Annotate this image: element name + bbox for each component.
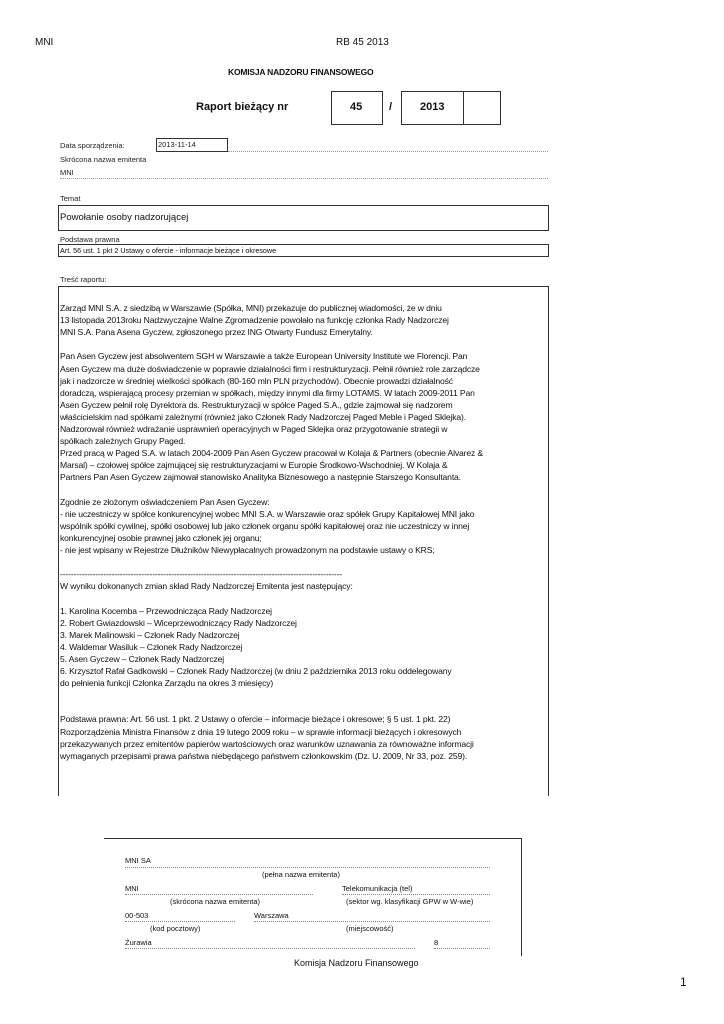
content-line: Pan Asen Gyczew jest absolwentem SGH w Warszawie a także European University Institute we Florencji. Pan bbox=[60, 351, 468, 362]
content-line: Przed pracą w Paged S.A. w latach 2004-2009 Pan Asen Gyczew pracował w Kolaja & Partners (obecnie Alvarez & bbox=[60, 448, 483, 459]
report-number: 45 bbox=[350, 101, 363, 113]
footer-right-border bbox=[521, 838, 522, 956]
content-line: - nie jest wpisany w Rejestrze Dłużników Niewypłacalnych prowadzonym na podstawie ustawy o KRS; bbox=[60, 545, 435, 555]
content-line: 3. Marek Malinowski – Członek Rady Nadzorczej bbox=[60, 629, 240, 640]
footer-line-2a bbox=[125, 894, 313, 895]
report-slash: / bbox=[389, 101, 393, 113]
footer-street-number: 8 bbox=[434, 938, 439, 947]
footer-sector: Telekomunikacja (tel) bbox=[342, 884, 413, 893]
footer-authority: Komisja Nadzoru Finansowego bbox=[294, 958, 419, 968]
subject-value: Powołanie osoby nadzorującej bbox=[60, 212, 189, 223]
content-line: 2. Robert Gwiazdowski – Wiceprzewodniczący Rady Nadzorczej bbox=[60, 617, 297, 628]
content-line: konkurencyjnej osobie prawnej jako członek jej organu; bbox=[60, 532, 262, 543]
header-left: MNI bbox=[35, 37, 54, 48]
content-line: 1. Karolina Kocemba – Przewodnicząca Rady Nadzorczej bbox=[60, 605, 272, 616]
footer-city: Warszawa bbox=[254, 911, 289, 920]
legal-basis-label: Podstawa prawna bbox=[60, 235, 120, 244]
content-line: Nadzorował również wdrażanie usprawnień operacyjnych w Paged Sklejka oraz przygotowanie strategii w bbox=[60, 424, 448, 434]
content-line: 5. Asen Gyczew – Członek Rady Nadzorczej bbox=[60, 653, 225, 664]
authority-title: KOMISJA NADZORU FINANSOWEGO bbox=[228, 67, 374, 77]
content-line: właścicielskim nad spółkami zależnymi (również jako Członek Rady Nadzorczej Paged Meble i Paged Sklejka). bbox=[60, 411, 466, 422]
footer-postal-label: (kod pocztowy) bbox=[150, 924, 201, 933]
content-line: 6. Krzysztof Rafał Gadkowski – Członek Rady Nadzorczej (w dniu 2 października 2013 roku oddelegowany bbox=[60, 666, 452, 676]
content-line: 4. Waldemar Wasiluk – Członek Rady Nadzorczej bbox=[60, 641, 243, 652]
page-number: 1 bbox=[680, 975, 687, 989]
content-line: Rozporządzenia Ministra Finansów z dnia 19 lutego 2009 roku – w sprawie informacji bieżących i okresowych bbox=[60, 726, 462, 737]
content-line: Asen Gyczew ma duże doświadczenie w poprawie działalności firm i restrukturyzacji. Pełnił również role zarządcze bbox=[60, 363, 480, 374]
report-extra-box bbox=[463, 91, 501, 125]
content-line: wspólnik spółki cywilnej, spółki osobowej lub jako członek organu spółki kapitałowej oraz nie uczestniczy w innej bbox=[60, 520, 470, 531]
footer-line-3b bbox=[254, 921, 490, 922]
footer-street: Żurawia bbox=[125, 938, 152, 947]
content-line: do pełnienia funkcji Członka Zarządu na okres 3 miesięcy) bbox=[60, 678, 274, 689]
content-line: MNI S.A. Pana Asena Gyczew, zgłoszonego przez ING Otwarty Fundusz Emerytalny. bbox=[60, 327, 373, 338]
content-line: Zarząd MNI S.A. z siedzibą w Warszawie (Spółka, MNI) przekazuje do publicznej wiadomości, że w dniu bbox=[60, 303, 442, 313]
content-line: Asen Gyczew pełnił rolę Dyrektora ds. Restrukturyzacji w spółce Paged S.A., gdzie zajmował się nadzorem bbox=[60, 399, 453, 410]
content-line: W wyniku dokonanych zmian skład Rady Nadzorczej Emitenta jest następujący: bbox=[60, 581, 353, 592]
legal-basis-value: Art. 56 ust. 1 pkt 2 Ustawy o ofercie - informacje bieżące i okresowe bbox=[60, 246, 277, 255]
report-label: Raport bieżący nr bbox=[196, 101, 289, 113]
footer-line-4a bbox=[125, 948, 415, 949]
content-label: Treść raportu: bbox=[60, 275, 107, 284]
content-line: -------------------------------------------------------------------------------------------------------- bbox=[60, 569, 343, 580]
content-line: jak i nadzorcze w średniej wielkości spółkach (80-160 mln PLN przychodów). Obecnie prowadzi działalność bbox=[60, 375, 453, 386]
date-value: 2013-11-14 bbox=[158, 140, 196, 149]
footer-city-label: (miejscowość) bbox=[346, 924, 394, 933]
footer-line-4b bbox=[434, 948, 490, 949]
short-name-value: MNI bbox=[60, 168, 74, 177]
footer-full-name: MNI SA bbox=[125, 856, 151, 865]
footer-separator bbox=[104, 838, 522, 839]
content-line: doradczą, wspierającą procesy przemian w spółkach, między innymi dla firmy LOTAMS. W latach 2009-2011 Pan bbox=[60, 387, 475, 398]
footer-postal: 00-503 bbox=[125, 911, 149, 920]
subject-label: Temat bbox=[60, 194, 81, 203]
footer-line-1 bbox=[125, 867, 490, 868]
report-year: 2013 bbox=[420, 101, 445, 113]
content-line: spółkach zależnych Grupy Paged. bbox=[60, 436, 186, 447]
content-line: przekazywanych przez emitentów papierów wartościowych oraz warunków uznawania za równoważne informacji bbox=[60, 738, 474, 749]
short-name-label: Skrócona nazwa emitenta bbox=[60, 155, 147, 164]
footer-full-name-label: (pełna nazwa emitenta) bbox=[262, 870, 340, 879]
content-line: Podstawa prawna: Art. 56 ust. 1 pkt. 2 Ustawy o ofercie – informacje bieżące i okresowe; § 5 ust. 1 pkt. 22) bbox=[60, 714, 451, 725]
content-line: wymaganych przepisami prawa państwa niebędącego państwem członkowskim (Dz. U. 2009, Nr 33, poz. 259). bbox=[60, 750, 468, 761]
date-dotted-line bbox=[228, 151, 548, 152]
header-center: RB 45 2013 bbox=[336, 37, 389, 48]
footer-short-name-label: (skrócona nazwa emitenta) bbox=[170, 897, 261, 906]
footer-sector-label: (sektor wg. klasyfikacji GPW w W-wie) bbox=[346, 897, 474, 906]
footer-line-2b bbox=[342, 894, 490, 895]
content-line: - nie uczestniczy w spółce konkurencyjnej wobec MNI S.A. w Warszawie oraz spółek Grupy Kapitałowej MNI jako bbox=[60, 508, 475, 519]
footer-short-name: MNI bbox=[125, 884, 139, 893]
date-label: Data sporządzenia: bbox=[60, 141, 125, 150]
content-line: 13 listopada 2013roku Nadzwyczajne Walne Zgromadzenie powołało na funkcję członka Rady Nadzorczej bbox=[60, 315, 449, 326]
short-name-dotted-line bbox=[60, 178, 548, 179]
content-line: Partners Pan Asen Gyczew zajmował stanowisko Analityka Biznesowego a następnie Starszego Konsultanta. bbox=[60, 472, 461, 483]
content-line: Marsal) – czołowej spółce zajmującej się restrukturyzacjami w Europie Środkowo-Wschodniej. W Kolaja & bbox=[60, 460, 448, 471]
footer-line-3a bbox=[125, 921, 235, 922]
content-line: Zgodnie ze złożonym oświadczeniem Pan Asen Gyczew: bbox=[60, 496, 270, 507]
